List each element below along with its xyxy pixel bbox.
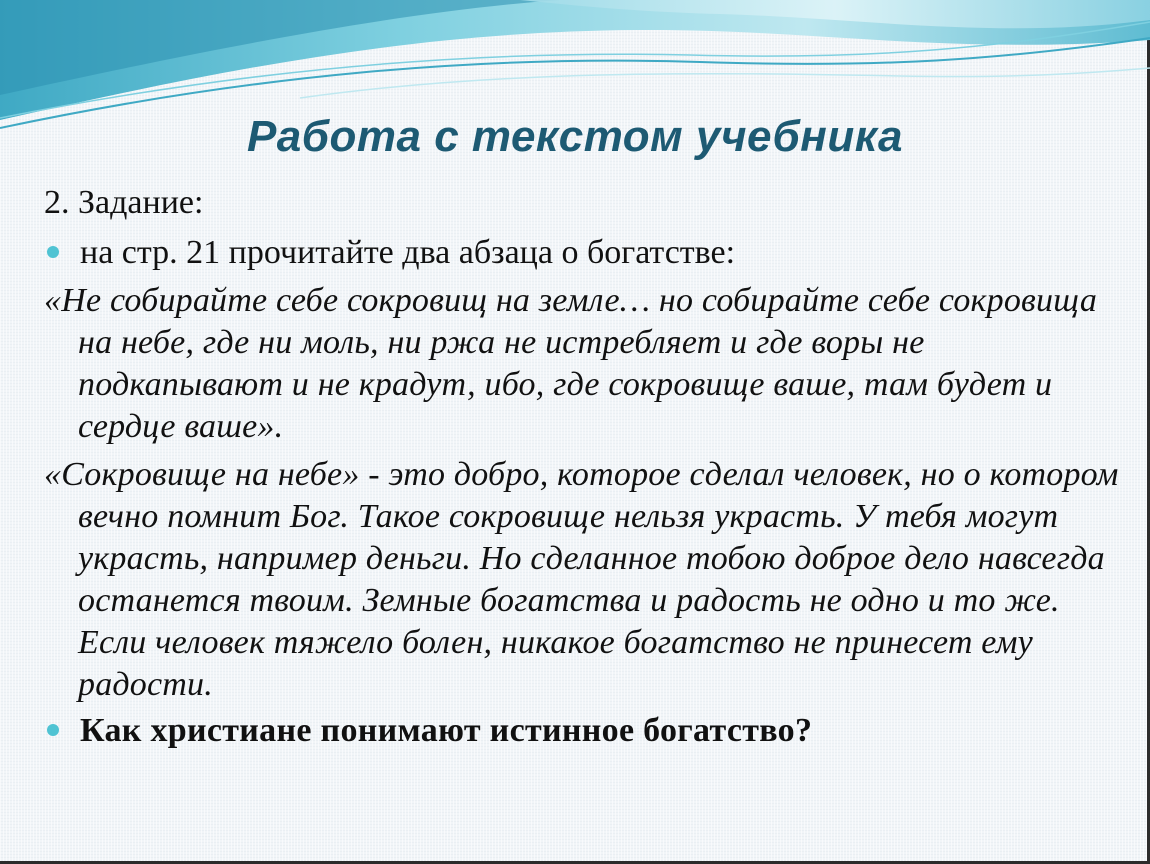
bullet-text-question: Как христиане понимают истинное богатство? (80, 712, 813, 749)
bullet-dot-icon (47, 246, 59, 258)
quote-scripture: «Не собирайте себе сокровищ на земле… но собирайте себе сокровища на небе, где ни моль, ни ржа не истребляет и где воры не подкапывают и не крадут, ибо, где сокровище ваше, там будет и сердце ваше». (44, 282, 1098, 445)
slide-content (44, 182, 1124, 758)
bullet-dot-icon (47, 724, 59, 736)
bullet-text-reading: на стр. 21 прочитайте два абзаца о богатстве: (80, 234, 736, 271)
bullet-item-question (44, 710, 1124, 752)
bullet-item-reading (44, 232, 1124, 274)
task-label: 2. Задание: (44, 184, 204, 221)
quote-explanation: «Сокровище на небе» - это добро, которое сделал человек, но о котором вечно помнит Бог. Такое сокровище нельзя украсть. У тебя могут украсть, например деньги. Но сделанное тобою доброе дело навсегда останется твоим. Земные богатства и радость не одно и то же. Если человек тяжело болен, никакое богатство не принесет ему радости. (44, 456, 1119, 703)
slide-title: Работа с текстом учебника (246, 112, 904, 161)
